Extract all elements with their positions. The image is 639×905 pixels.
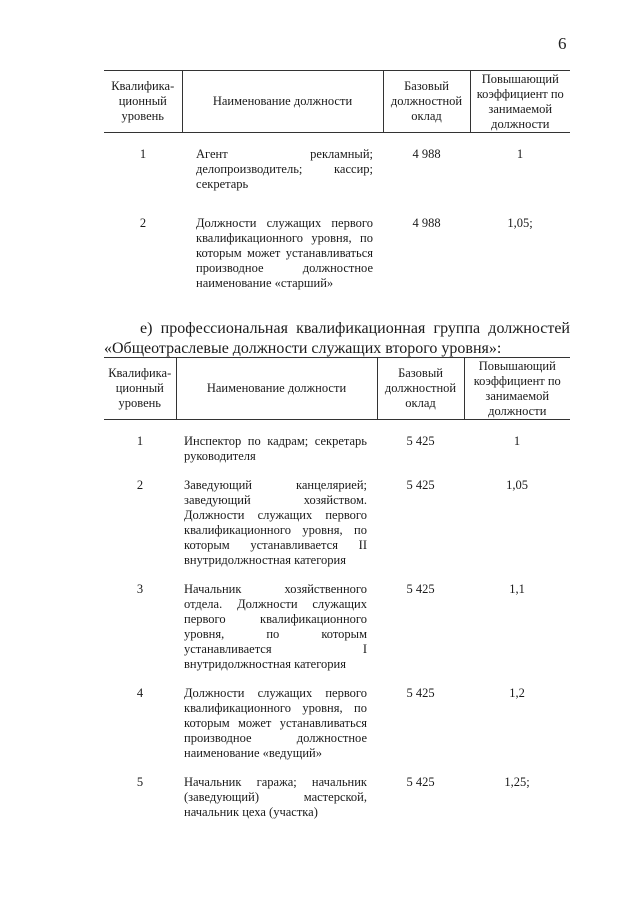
cell-position-name: Должности служащих первого квалификационного уровня, по которым может устанавливаться производное должностное наименование «ведущий» xyxy=(184,686,367,760)
table-row xyxy=(104,420,570,479)
cell-base-salary: 5 425 xyxy=(406,478,435,492)
cell-coefficient: 1,05 xyxy=(506,478,528,492)
cell-level: 2 xyxy=(139,216,147,230)
cell-level: 3 xyxy=(136,582,144,596)
header-raising-coefficient: Повышающий коэффициент по занимаемой должности xyxy=(464,358,570,420)
cell-level: 2 xyxy=(136,478,144,492)
cell-level: 4 xyxy=(136,686,144,700)
cell-position-name: Должности служащих первого квалификационного уровня, по которым может устанавливаться производное должностное наименование «старший» xyxy=(196,216,373,290)
header-raising-coefficient: Повышающий коэффициент по занимаемой должности xyxy=(470,71,570,133)
cell-base-salary: 5 425 xyxy=(406,434,435,448)
cell-coefficient: 1 xyxy=(516,147,524,161)
salary-table-second-level xyxy=(104,357,570,834)
cell-base-salary: 5 425 xyxy=(406,686,435,700)
table-row xyxy=(104,582,570,686)
table-row xyxy=(104,206,570,291)
header-qualification-level: Квалифика-ционный уровень xyxy=(108,366,172,410)
header-base-salary: Базовый должностной оклад xyxy=(383,71,470,133)
cell-position-name: Заведующий канцелярией; заведующий хозяйством. Должности служащих первого квалификационного уровня, по которым устанавливается II внутридолжностная категория xyxy=(184,478,367,567)
table-header-row xyxy=(104,71,570,133)
cell-position-name: Инспектор по кадрам; секретарь руководителя xyxy=(184,434,367,463)
cell-coefficient: 1 xyxy=(513,434,521,448)
header-base-salary: Базовый должностной оклад xyxy=(377,358,464,420)
cell-base-salary: 5 425 xyxy=(406,775,435,789)
cell-coefficient: 1,2 xyxy=(509,686,525,700)
cell-coefficient: 1,05; xyxy=(507,216,533,230)
cell-coefficient: 1,1 xyxy=(509,582,525,596)
cell-base-salary: 4 988 xyxy=(412,216,441,230)
cell-coefficient: 1,25; xyxy=(504,775,530,789)
table-row xyxy=(104,478,570,582)
table-header-row xyxy=(104,358,570,420)
header-qualification-level: Квалифика-ционный уровень xyxy=(111,79,175,123)
cell-position-name: Начальник хозяйственного отдела. Должности служащих первого квалификационного уровня, по которым устанавливается I внутридолжностная категория xyxy=(184,582,367,671)
table-row xyxy=(104,133,570,207)
table-row xyxy=(104,686,570,775)
cell-position-name: Начальник гаража; начальник (заведующий) мастерской, начальник цеха (участка) xyxy=(184,775,367,819)
header-position-name: Наименование должности xyxy=(176,358,377,420)
cell-level: 5 xyxy=(136,775,144,789)
cell-position-name: Агент рекламный; делопроизводитель; кассир; секретарь xyxy=(196,147,373,191)
cell-base-salary: 5 425 xyxy=(406,582,435,596)
cell-base-salary: 4 988 xyxy=(412,147,441,161)
cell-level: 1 xyxy=(136,434,144,448)
header-position-name: Наименование должности xyxy=(182,71,383,133)
page-number: 6 xyxy=(558,34,567,53)
table-row xyxy=(104,775,570,834)
cell-level: 1 xyxy=(139,147,147,161)
salary-table-first-level xyxy=(104,70,570,291)
section-heading: е) профессиональная квалификационная группа должностей «Общеотраслевые должности служащих второго уровня»: xyxy=(104,320,570,357)
